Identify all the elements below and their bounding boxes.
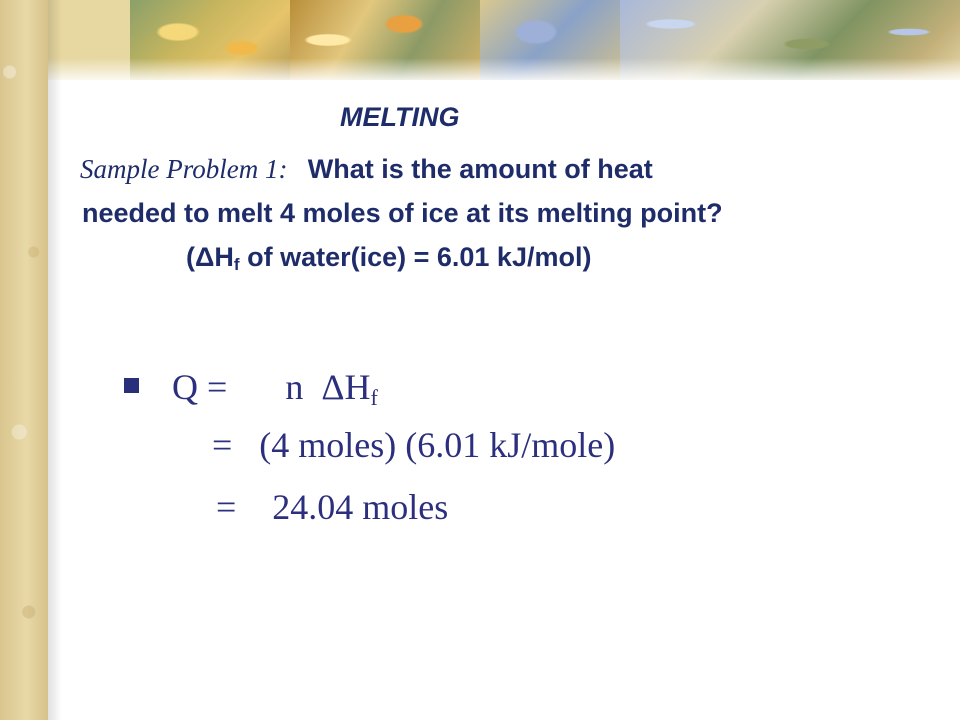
- equation-line-3: [216, 486, 448, 528]
- given-prefix: (ΔH: [186, 242, 234, 272]
- question-part1: What is the amount of heat: [307, 154, 653, 184]
- problem-label: Sample Problem 1:: [80, 154, 288, 184]
- given-value: [186, 240, 591, 282]
- given-suffix: of water(ice) = 6.01 kJ/mol): [239, 242, 592, 272]
- equation-substitution: = (4 moles) (6.01 kJ/mole): [212, 425, 616, 465]
- slide-heading: MELTING: [340, 102, 460, 132]
- given-subscript: f: [233, 255, 240, 274]
- bullet-icon: [124, 378, 139, 393]
- banner-fade: [0, 58, 960, 80]
- equation-lhs: Q =: [172, 367, 228, 407]
- equation-line-1: [172, 366, 378, 411]
- question-part2: needed to melt 4 moles of ice at its melting point?: [82, 198, 723, 228]
- equation-subscript: f: [370, 385, 378, 410]
- equation-line-2: [212, 424, 615, 466]
- side-shadow: [48, 0, 62, 720]
- equation-result: = 24.04 moles: [216, 487, 449, 527]
- problem-line: [80, 152, 653, 187]
- equation-n: n: [285, 367, 304, 407]
- equation-delta-h: ΔH: [321, 367, 371, 407]
- decorative-banner: [0, 0, 960, 80]
- parchment-side-strip: [0, 0, 48, 720]
